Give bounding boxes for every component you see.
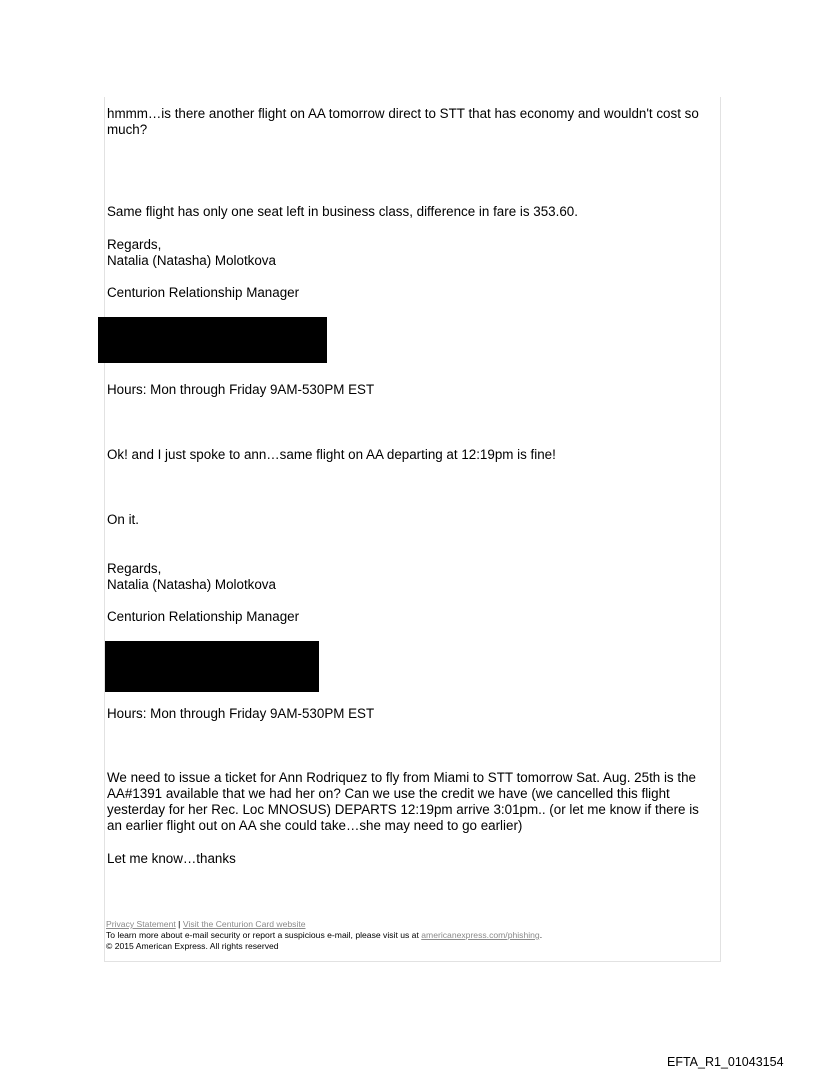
document-id: EFTA_R1_01043154	[667, 1055, 784, 1069]
privacy-statement-link[interactable]: Privacy Statement	[106, 919, 176, 929]
footer-links	[106, 919, 306, 929]
message-text: hmmm…is there another flight on AA tomorrow direct to STT that has economy and wouldn't cost so much?	[107, 106, 699, 137]
signature-closing: Regards,	[107, 561, 162, 576]
redaction-box	[98, 317, 327, 363]
signature-title: Centurion Relationship Manager	[107, 609, 300, 624]
message-text: On it.	[107, 512, 139, 527]
period: .	[539, 930, 543, 940]
signature-closing: Regards,	[107, 237, 162, 252]
signature-title: Centurion Relationship Manager	[107, 285, 300, 300]
redaction-box	[105, 641, 319, 692]
signature-name: Natalia (Natasha) Molotkova	[107, 577, 276, 592]
link-separator: |	[178, 919, 181, 929]
signature-hours: Hours: Mon through Friday 9AM-530PM EST	[107, 706, 375, 721]
message-text: Let me know…thanks	[107, 851, 236, 866]
message-text: We need to issue a ticket for Ann Rodriquez to fly from Miami to STT tomorrow Sat. Aug. 25th is the AA#1391 available that we had her on? Can we use the credit we have (we cancelled this flight yesterday for her Rec. Loc MNOSUS) DEPARTS 12:19pm arrive 3:01pm.. (or let me know if there is an earlier flight out on AA she could take…she may need to go earlier)	[107, 770, 699, 833]
footer-security-line	[106, 930, 542, 940]
security-text: To learn more about e-mail security or report a suspicious e-mail, please visit us at	[106, 930, 419, 940]
message-text: Same flight has only one seat left in business class, difference in fare is 353.60.	[107, 204, 578, 219]
signature-name: Natalia (Natasha) Molotkova	[107, 253, 276, 268]
signature-hours: Hours: Mon through Friday 9AM-530PM EST	[107, 382, 375, 397]
centurion-website-link[interactable]: Visit the Centurion Card website	[182, 919, 306, 929]
phishing-link[interactable]: americanexpress.com/phishing	[421, 930, 540, 940]
copyright: © 2015 American Express. All rights reserved	[106, 941, 279, 951]
message-text: Ok! and I just spoke to ann…same flight on AA departing at 12:19pm is fine!	[107, 447, 556, 462]
